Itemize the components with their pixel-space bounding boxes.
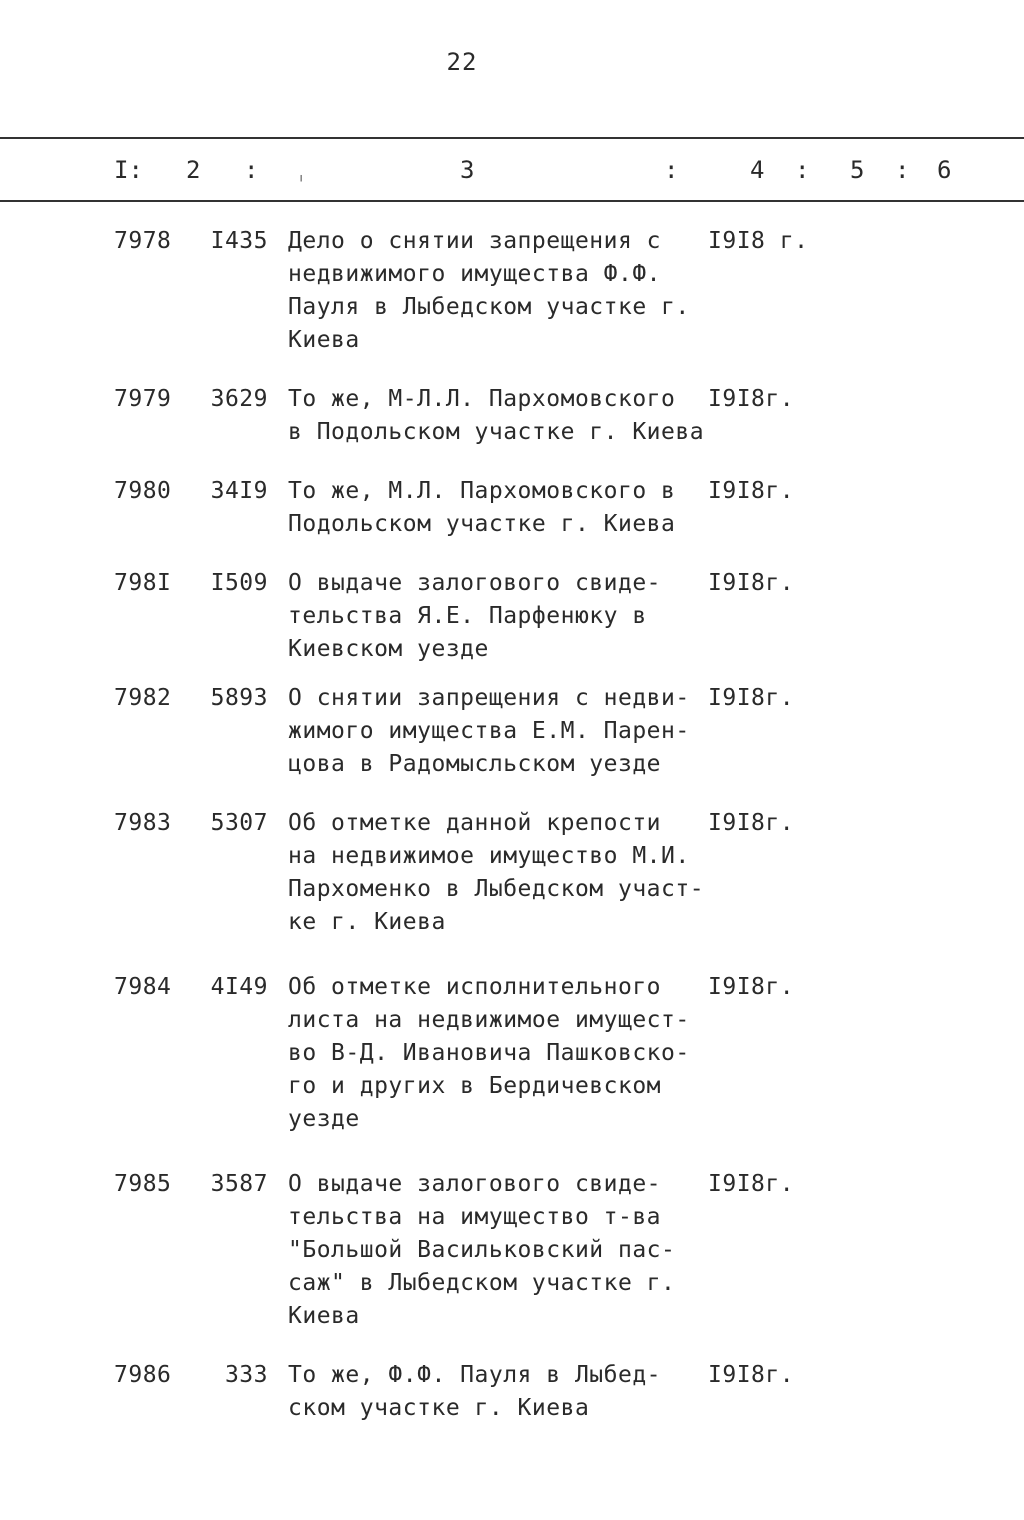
record-title [288,1359,718,1425]
record-title [288,971,718,1136]
title-line: Пархоменко в Лыбедском участ- [288,876,705,902]
record-year: I9I8г. [708,685,795,711]
title-line: То же, Ф.Ф. Пауля в Лыбед- [288,1362,662,1388]
header-sep4: : [795,156,810,184]
record-year: I9I8г. [708,810,795,836]
title-line: саж" в Лыбедском участке г. [288,1270,676,1296]
record-title [288,225,718,357]
header-bottom-rule [0,200,1024,202]
file-number: 5893 [210,685,268,711]
header-col1: I: [114,156,143,184]
title-line: Киевском уезде [288,636,489,662]
header-top-rule [0,137,1024,139]
file-number: 4I49 [210,974,268,1000]
table-row [0,567,1024,666]
record-title [288,1168,718,1333]
record-number: 7986 [114,1362,172,1388]
record-year: I9I8г. [708,386,795,412]
table-row [0,225,1024,357]
table-row [0,1168,1024,1333]
header-col6: 6 [937,156,952,184]
title-line: О выдаче залогового свиде- [288,1171,662,1197]
title-line: Пауля в Лыбедском участке г. [288,294,690,320]
record-title [288,807,718,939]
record-year: I9I8 г. [708,228,809,254]
title-line: О выдаче залогового свиде- [288,570,662,596]
title-line: тельства на имущество т-ва [288,1204,662,1230]
record-title [288,682,718,781]
file-number: 5307 [210,810,268,836]
title-line: Подольском участке г. Киева [288,511,676,537]
record-number: 7984 [114,974,172,1000]
record-number: 7982 [114,685,172,711]
file-number: 3587 [210,1171,268,1197]
title-line: во В-Д. Ивановича Пашковско- [288,1040,690,1066]
inventory-list [0,225,1024,1425]
title-line: Киева [288,1303,360,1329]
record-year: I9I8г. [708,1362,795,1388]
page-number: 22 [446,48,478,76]
title-line: То же, М-Л.Л. Пархомовского [288,386,676,412]
header-col4: 4 [750,156,765,184]
record-year: I9I8г. [708,974,795,1000]
file-number: I435 [210,228,268,254]
title-line: в Подольском участке г. Киева [288,419,705,445]
record-number: 7985 [114,1171,172,1197]
file-number: 34I9 [210,478,268,504]
title-line: жимого имущества Е.М. Парен- [288,718,690,744]
table-row [0,475,1024,541]
file-number: 333 [224,1362,268,1388]
record-year: I9I8г. [708,570,795,596]
title-line: ке г. Киева [288,909,446,935]
title-line: Дело о снятии запрещения с [288,228,662,254]
title-line: Киева [288,327,360,353]
header-col2: 2 [186,156,201,184]
title-line: листа на недвижимое имущест- [288,1007,690,1033]
record-number: 7983 [114,810,172,836]
record-year: I9I8г. [708,1171,795,1197]
header-sep3: : [664,156,679,184]
title-line: цова в Радомысльском уезде [288,751,662,777]
table-row [0,1359,1024,1425]
table-row [0,971,1024,1136]
title-line: недвижимого имущества Ф.Ф. [288,261,662,287]
title-line: го и других в Бердичевском [288,1073,662,1099]
file-number: 3629 [210,386,268,412]
header-sep-small: ˌ [294,156,309,184]
header-col5: 5 [850,156,865,184]
record-title [288,567,718,666]
record-number: 798I [114,570,172,596]
record-year: I9I8г. [708,478,795,504]
title-line: То же, М.Л. Пархомовского в [288,478,676,504]
title-line: на недвижимое имущество М.И. [288,843,690,869]
record-number: 7978 [114,228,172,254]
title-line: Об отметке данной крепости [288,810,662,836]
header-sep5: : [895,156,910,184]
title-line: уезде [288,1106,360,1132]
title-line: ском участке г. Киева [288,1395,590,1421]
record-number: 7980 [114,478,172,504]
table-row [0,807,1024,939]
record-title [288,383,718,449]
title-line: "Большой Васильковский пас- [288,1237,676,1263]
title-line: Об отметке исполнительного [288,974,662,1000]
table-row [0,682,1024,781]
title-line: тельства Я.Е. Парфенюку в [288,603,647,629]
table-row [0,383,1024,449]
header-col3: 3 [460,156,475,184]
record-number: 7979 [114,386,172,412]
file-number: I509 [210,570,268,596]
title-line: О снятии запрещения с недви- [288,685,690,711]
header-sep2: : [244,156,259,184]
record-title [288,475,718,541]
